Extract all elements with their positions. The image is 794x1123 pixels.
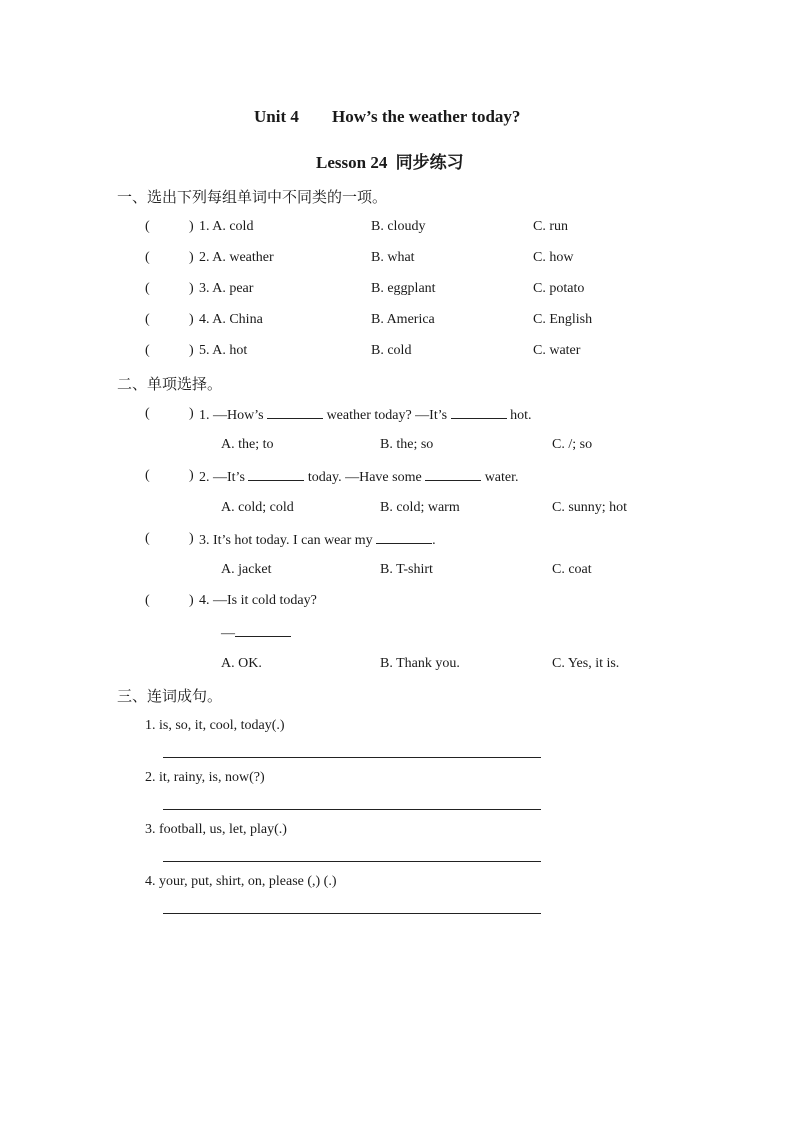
answer-paren-open: (	[145, 312, 150, 327]
answer-blank[interactable]	[376, 531, 432, 544]
lesson-number: Lesson 24	[316, 153, 388, 172]
answer-paren-open: (	[145, 250, 150, 265]
answer-paren-open: (	[145, 281, 150, 296]
option-c: C. coat	[552, 562, 592, 577]
answer-blank[interactable]	[451, 406, 507, 419]
question-part: 1. —How’s	[199, 408, 264, 423]
option-a: A. cold; cold	[221, 500, 294, 515]
question-part: hot.	[510, 408, 532, 423]
answer-line[interactable]	[163, 757, 541, 758]
option-b: B. cloudy	[371, 219, 426, 234]
answer-blank[interactable]	[235, 624, 291, 637]
option-b: B. cold	[371, 343, 412, 358]
option-b: B. eggplant	[371, 281, 436, 296]
option-c: C. how	[533, 250, 574, 265]
answer-paren-close: )	[189, 312, 194, 327]
answer-paren-close: )	[189, 343, 194, 358]
question-text	[199, 531, 436, 549]
answer-paren-open: (	[145, 219, 150, 234]
answer-paren-close: )	[189, 593, 194, 608]
option-c: C. potato	[533, 281, 585, 296]
answer-paren-close: )	[189, 250, 194, 265]
section1-heading: 一、选出下列每组单词中不同类的一项。	[117, 188, 388, 206]
option-c: C. sunny; hot	[552, 500, 628, 515]
section3-heading: 三、连词成句。	[117, 687, 223, 705]
word-order-prompt: 2. it, rainy, is, now(?)	[145, 770, 265, 785]
option-b: B. America	[371, 312, 435, 327]
option-b: B. what	[371, 250, 415, 265]
question-part: weather today? —It’s	[326, 408, 448, 423]
option-b: B. cold; warm	[380, 500, 460, 515]
answer-line[interactable]	[163, 861, 541, 862]
question-part: 4. —Is it cold today?	[199, 593, 317, 608]
question-part: 2. —It’s	[199, 470, 245, 485]
question-part: water.	[484, 470, 519, 485]
word-order-prompt: 1. is, so, it, cool, today(.)	[145, 718, 285, 733]
option-a: A. OK.	[221, 656, 262, 671]
option-b: B. the; so	[380, 437, 434, 452]
answer-paren-open: (	[145, 343, 150, 358]
lesson-tag: 同步练习	[395, 153, 464, 173]
option-a: 1. A. cold	[199, 219, 254, 234]
option-a: A. the; to	[221, 437, 274, 452]
section2-heading: 二、单项选择。	[117, 375, 223, 393]
answer-paren-open: (	[145, 468, 150, 483]
unit-label: Unit 4	[254, 107, 299, 126]
option-a: 2. A. weather	[199, 250, 274, 265]
option-c: C. run	[533, 219, 568, 234]
answer-line[interactable]	[163, 809, 541, 810]
option-b: B. T-shirt	[380, 562, 433, 577]
answer-paren-close: )	[189, 406, 194, 421]
answer-paren-open: (	[145, 406, 150, 421]
question-text	[199, 468, 519, 486]
question-part: .	[432, 533, 436, 548]
answer-paren-open: (	[145, 593, 150, 608]
option-a: 4. A. China	[199, 312, 263, 327]
unit-title: How’s the weather today?	[332, 107, 521, 126]
answer-paren-close: )	[189, 281, 194, 296]
answer-dash: —	[221, 626, 235, 641]
option-a: 3. A. pear	[199, 281, 254, 296]
option-a: 5. A. hot	[199, 343, 248, 358]
question-text	[199, 593, 317, 609]
option-b: B. Thank you.	[380, 656, 460, 671]
answer-blank[interactable]	[425, 468, 481, 481]
lesson-label	[316, 148, 464, 173]
question-part: today. —Have some	[307, 470, 422, 485]
question-text	[199, 406, 531, 424]
option-a: A. jacket	[221, 562, 272, 577]
question-part: 3. It’s hot today. I can wear my	[199, 533, 373, 548]
option-c: C. /; so	[552, 437, 593, 452]
answer-paren-close: )	[189, 531, 194, 546]
option-c: C. water	[533, 343, 581, 358]
answer-paren-close: )	[189, 219, 194, 234]
answer-paren-open: (	[145, 531, 150, 546]
word-order-prompt: 4. your, put, shirt, on, please (,) (.)	[145, 874, 337, 889]
word-order-prompt: 3. football, us, let, play(.)	[145, 822, 287, 837]
option-c: C. English	[533, 312, 593, 327]
answer-blank[interactable]	[267, 406, 323, 419]
answer-blank[interactable]	[248, 468, 304, 481]
option-c: C. Yes, it is.	[552, 656, 620, 671]
answer-line[interactable]	[163, 913, 541, 914]
answer-paren-close: )	[189, 468, 194, 483]
answer-dash-line	[221, 624, 291, 642]
